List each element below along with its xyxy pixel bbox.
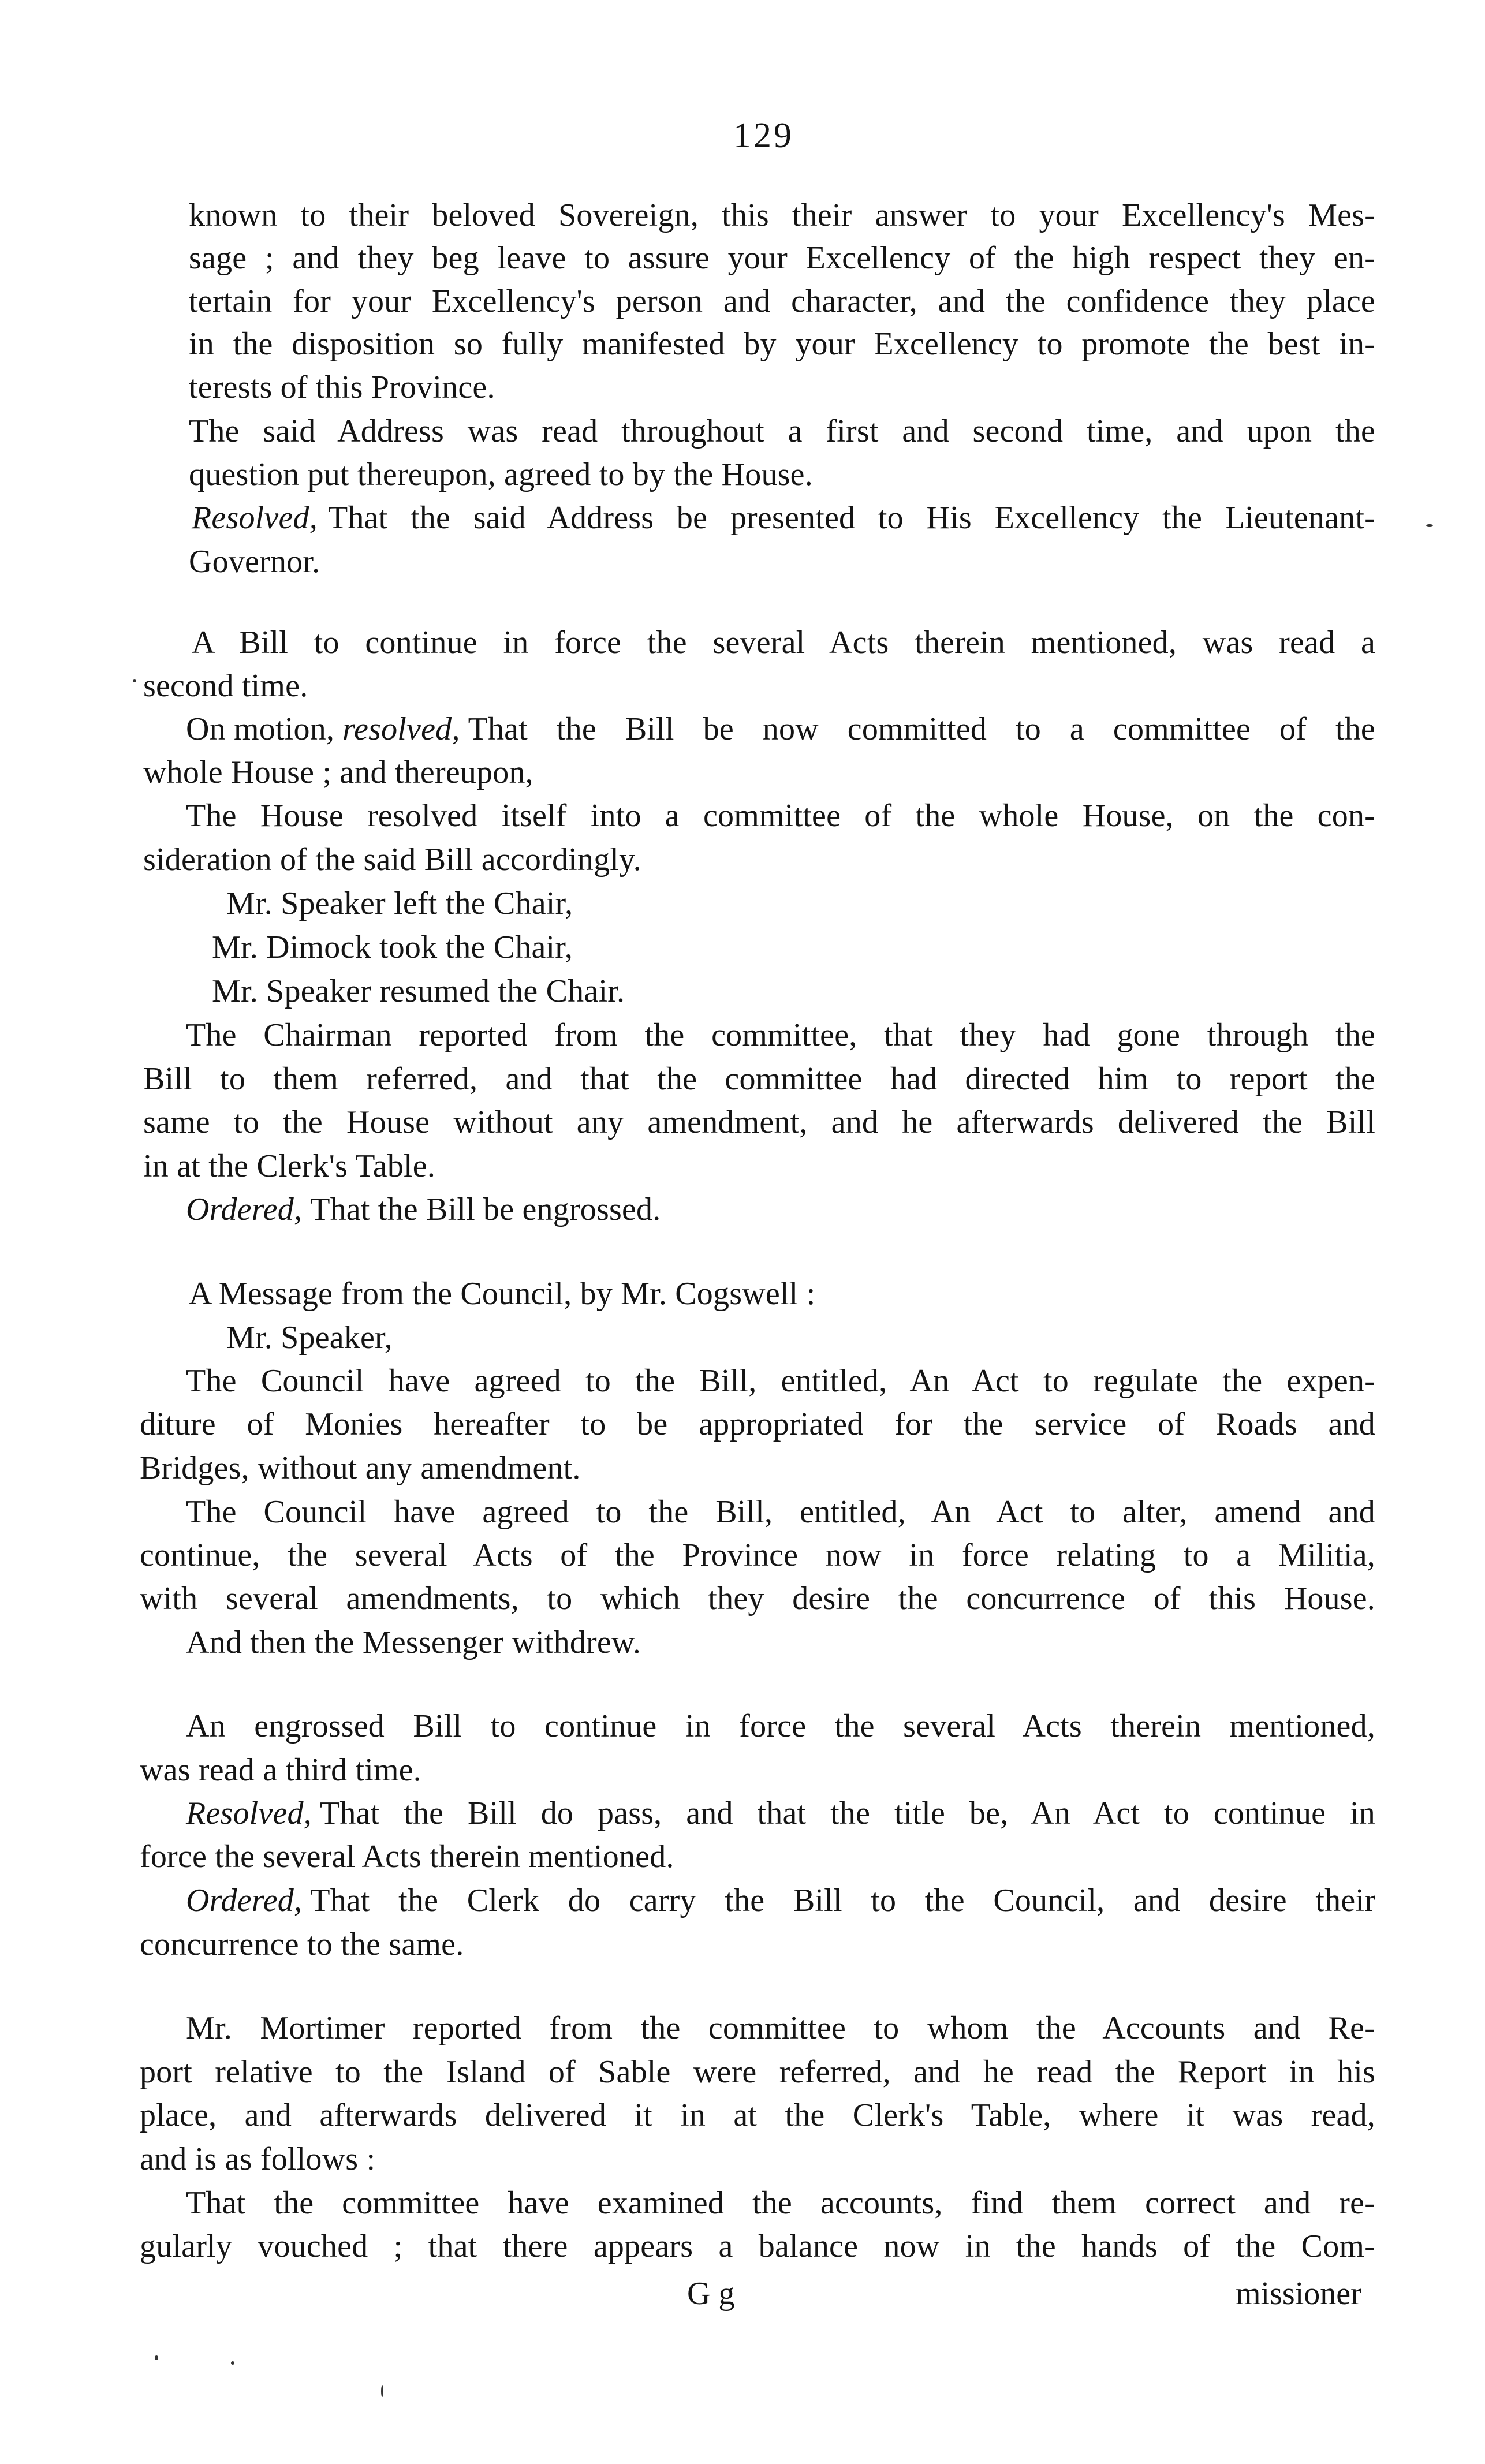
scan-speck — [155, 2355, 158, 2360]
resolution-line — [186, 1793, 1375, 1834]
text-line: known to their beloved Sovereign, this their answer to your Excellency's Mes- — [189, 197, 1375, 233]
text-line: diture of Monies hereafter to be appropriated for the service of Roads and — [140, 1406, 1375, 1442]
text-line: An engrossed Bill to continue in force the several Acts therein mentioned, — [186, 1708, 1375, 1744]
text-line: That the Bill do pass, and that the title be, An Act to continue in — [319, 1795, 1375, 1831]
text-line: The Chairman reported from the committee, that they had gone through the — [186, 1017, 1375, 1053]
signature-mark: G g — [687, 2276, 735, 2312]
text-line: That the said Address be presented to His Excellency the Lieutenant- — [327, 500, 1375, 536]
text-line: gularly vouched ; that there appears a balance now in the hands of the Com- — [140, 2228, 1375, 2264]
text-line: question put thereupon, agreed to by the House. — [189, 457, 813, 492]
resolution-line — [192, 498, 1375, 538]
text-line: And then the Messenger withdrew. — [186, 1625, 641, 1660]
text-line: tertain for your Excellency's person and character, and the confidence they place — [189, 283, 1375, 319]
text-line: Mr. Mortimer reported from the committee to whom the Accounts and Re- — [186, 2010, 1375, 2046]
ordered-label: Ordered, — [186, 1192, 303, 1227]
text-line: continue, the several Acts of the Province now in force relating to a Militia, — [140, 1537, 1375, 1573]
page-number: 129 — [733, 116, 794, 155]
motion-line — [186, 709, 1375, 749]
text-line: The Council have agreed to the Bill, entitled, An Act to regulate the expen- — [186, 1363, 1375, 1399]
text-line: sideration of the said Bill accordingly. — [143, 842, 641, 878]
scan-speck — [133, 679, 136, 682]
resolved-label: Resolved, — [186, 1795, 312, 1831]
text-line: concurrence to the same. — [140, 1927, 464, 1962]
ordered-label: Ordered, — [186, 1883, 303, 1918]
text-line: That the Bill be engrossed. — [310, 1192, 661, 1227]
order-line — [186, 1880, 1375, 1921]
scan-speck — [1426, 524, 1433, 527]
text-line: place, and afterwards delivered it in at the Clerk's Table, where it was read, — [140, 2097, 1375, 2133]
text-line: Governor. — [189, 544, 320, 580]
text-line: That the committee have examined the accounts, find them correct and re- — [186, 2185, 1375, 2221]
text-line: That the Bill be now committed to a committee of the — [468, 711, 1375, 747]
text-line: in at the Clerk's Table. — [143, 1148, 436, 1184]
text-line: second time. — [143, 668, 308, 704]
text-line: in the disposition so fully manifested by your Excellency to promote the best in- — [189, 326, 1375, 362]
text-line: The said Address was read throughout a first and second time, and upon the — [189, 413, 1375, 449]
text-line: Mr. Speaker left the Chair, — [226, 886, 573, 921]
catchword: missioner — [1236, 2276, 1361, 2312]
text-line: same to the House without any amendment, and he afterwards delivered the Bill — [143, 1104, 1375, 1140]
text-line: Mr. Speaker resumed the Chair. — [212, 973, 625, 1009]
text-line: was read a third time. — [140, 1752, 422, 1788]
text-line: sage ; and they beg leave to assure your Excellency of the high respect they en- — [189, 240, 1375, 276]
text-line: terests of this Province. — [189, 369, 495, 405]
text-line: Bridges, without any amendment. — [140, 1450, 581, 1486]
resolved-label: Resolved, — [192, 500, 318, 536]
text-line: Mr. Speaker, — [226, 1320, 393, 1356]
text-line: Mr. Dimock took the Chair, — [212, 929, 573, 965]
text-line: force the several Acts therein mentioned. — [140, 1839, 674, 1875]
text-line: A Message from the Council, by Mr. Cogswell : — [189, 1276, 816, 1312]
text-line: with several amendments, to which they desire the concurrence of this House. — [140, 1581, 1375, 1616]
text-line: A Bill to continue in force the several Acts therein mentioned, was read a — [192, 625, 1375, 660]
text-line: The Council have agreed to the Bill, entitled, An Act to alter, amend and — [186, 1494, 1375, 1530]
scan-speck — [381, 2385, 383, 2397]
text-line: and is as follows : — [140, 2141, 376, 2177]
scan-speck — [231, 2361, 234, 2365]
text-line: That the Clerk do carry the Bill to the Council, and desire their — [310, 1883, 1375, 1918]
text-line: port relative to the Island of Sable were referred, and he read the Report in his — [140, 2054, 1375, 2090]
text-line: Bill to them referred, and that the committee had directed him to report the — [143, 1061, 1375, 1097]
text-line: whole House ; and thereupon, — [143, 755, 533, 790]
text-line: On motion, — [186, 711, 335, 747]
text-line: The House resolved itself into a committee of the whole House, on the con- — [186, 798, 1375, 834]
order-line — [186, 1189, 661, 1230]
resolved-label: resolved, — [342, 711, 460, 747]
